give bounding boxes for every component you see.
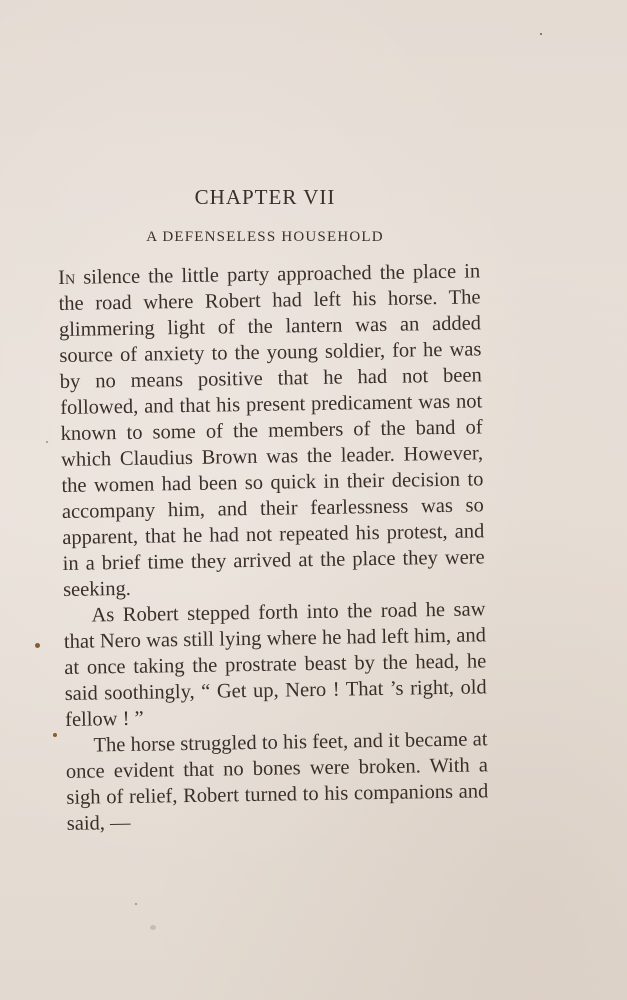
paper-speck [150,925,156,930]
paragraph-2: As Robert stepped forth into the road he saw that Nero was still lying where he had left him, and at once taking the prostrate beast by the head, he said soothingly, “ Get up, Nero ! That ’s right, old fellow ! ” [63,598,487,731]
paper-speck [35,643,40,648]
chapter-body [58,258,489,837]
paper-speck [46,441,48,443]
chapter-number: CHAPTER VII [194,185,336,209]
paper-speck [135,903,137,905]
chapter-title: A DEFENSELESS HOUSEHOLD [146,229,384,245]
paragraph-1-text: silence the little party approached the place in the road where Robert had left his horse. The glimmering light of the lantern was an added source of anxiety to the young soldier, for he was by no means positive that he had not been followed, and that his present predicament was not known to some of the members of the band of which Claudius Brown was the leader. However, the women had been so quick in their decision to accompany him, and their fearlessness was so apparent, that he had not repeated his protest, and in a brief time they arrived at the place they were seeking. [58,260,485,601]
paper-speck [53,733,57,737]
opening-smallcaps: In [58,266,76,289]
paper-speck [540,33,542,35]
paragraph-1 [58,258,485,603]
paragraph-3: The horse struggled to his feet, and it became at once evident that no bones were broken. With a sigh of relief, Robert turned to his companions and said, — [65,728,489,835]
